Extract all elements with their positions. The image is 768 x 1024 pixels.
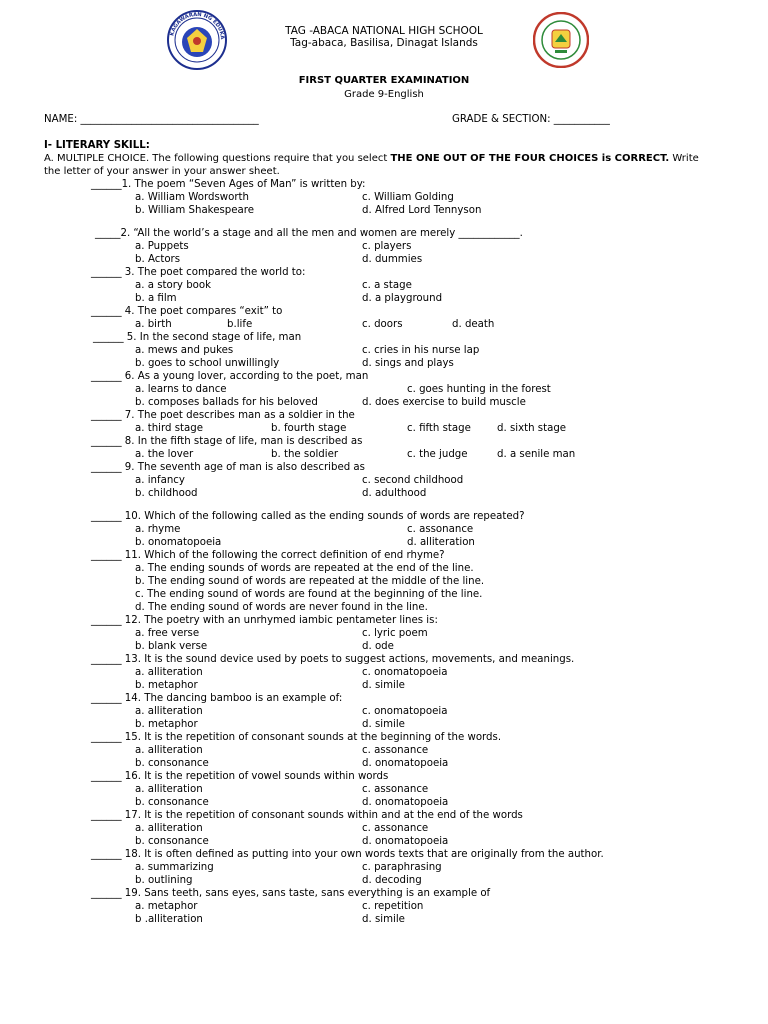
question-2: _____2. “All the world’s a stage and all the men and women are merely ____________.	[95, 228, 523, 239]
question-19: ______ 19. Sans teeth, sans eyes, sans taste, sans everything is an example of	[91, 888, 491, 899]
q17-option-a: a. alliteration	[135, 823, 203, 834]
q4-option-c: c. doors	[362, 319, 403, 330]
q11-option-a: a. The ending sounds of words are repeated at the end of the line.	[135, 563, 474, 574]
q14-option-d: d. simile	[362, 719, 405, 730]
q7-option-a: a. third stage	[135, 423, 203, 434]
question-17: ______ 17. It is the repetition of consonant sounds within and at the end of the words	[91, 810, 523, 821]
q7-option-d: d. sixth stage	[497, 423, 567, 434]
q5-option-b: b. goes to school unwillingly	[135, 358, 280, 369]
exam-title: FIRST QUARTER EXAMINATION	[298, 75, 470, 86]
question-1: ______1. The poem “Seven Ages of Man” is written by:	[91, 179, 366, 190]
q6-option-c: c. goes hunting in the forest	[407, 384, 551, 395]
q11-option-d: d. The ending sound of words are never found in the line.	[135, 602, 428, 613]
q10-option-d: d. alliteration	[407, 537, 475, 548]
name-field[interactable]: NAME: ___________________________________	[44, 114, 259, 125]
instructions-line-2: the letter of your answer in your answer sheet.	[44, 166, 280, 177]
q7-option-b: b. fourth stage	[271, 423, 347, 434]
q1-option-c: c. William Golding	[362, 192, 454, 203]
q11-option-c: c. The ending sound of words are found at the beginning of the line.	[135, 589, 483, 600]
q16-option-c: c. assonance	[362, 784, 429, 795]
q10-option-c: c. assonance	[407, 524, 474, 535]
q6-option-a: a. learns to dance	[135, 384, 227, 395]
q18-option-c: c. paraphrasing	[362, 862, 442, 873]
q8-option-d: d. a senile man	[497, 449, 576, 460]
q18-option-d: d. decoding	[362, 875, 422, 886]
school-address: Tag-abaca, Basilisa, Dinagat Islands	[290, 37, 478, 49]
q12-option-b: b. blank verse	[135, 641, 208, 652]
question-11: ______ 11. Which of the following the correct definition of end rhyme?	[91, 550, 445, 561]
q9-option-c: c. second childhood	[362, 475, 464, 486]
question-5: ______ 5. In the second stage of life, man	[93, 332, 302, 343]
q15-option-a: a. alliteration	[135, 745, 203, 756]
question-15: ______ 15. It is the repetition of consonant sounds at the beginning of the words.	[91, 732, 502, 743]
q9-option-a: a. infancy	[135, 475, 185, 486]
question-7: ______ 7. The poet describes man as a soldier in the	[91, 410, 355, 421]
q9-option-b: b. childhood	[135, 488, 198, 499]
q16-option-d: d. onomatopoeia	[362, 797, 449, 808]
q16-option-b: b. consonance	[135, 797, 209, 808]
q6-option-b: b. composes ballads for his beloved	[135, 397, 318, 408]
grade-label: Grade 9-English	[344, 89, 424, 100]
q10-option-a: a. rhyme	[135, 524, 181, 535]
q5-option-c: c. cries in his nurse lap	[362, 345, 480, 356]
q11-option-b: b. The ending sound of words are repeated at the middle of the line.	[135, 576, 485, 587]
q4-option-d: d. death	[452, 319, 495, 330]
q1-option-b: b. William Shakespeare	[135, 205, 255, 216]
q2-option-a: a. Puppets	[135, 241, 189, 252]
question-3: ______ 3. The poet compared the world to:	[91, 267, 306, 278]
q15-option-b: b. consonance	[135, 758, 209, 769]
q8-option-b: b. the soldier	[271, 449, 339, 460]
question-8: ______ 8. In the fifth stage of life, man is described as	[91, 436, 363, 447]
question-6: ______ 6. As a young lover, according to the poet, man	[91, 371, 369, 382]
q4-option-b: b.life	[227, 319, 253, 330]
section-title: I- LITERARY SKILL:	[44, 140, 150, 151]
q3-option-c: c. a stage	[362, 280, 412, 291]
question-18: ______ 18. It is often defined as putting into your own words texts that are originally from the author.	[91, 849, 604, 860]
q19-option-b: b .alliteration	[135, 914, 203, 925]
q8-option-c: c. the judge	[407, 449, 468, 460]
q4-option-a: a. birth	[135, 319, 172, 330]
q1-option-a: a. William Wordsworth	[135, 192, 249, 203]
svg-text:KAGAWARAN NG EDUKASYON: KAGAWARAN NG EDUKA	[169, 11, 226, 40]
question-4: ______ 4. The poet compares “exit” to	[91, 306, 283, 317]
q10-option-b: b. onomatopoeia	[135, 537, 222, 548]
q3-option-d: d. a playground	[362, 293, 443, 304]
q8-option-a: a. the lover	[135, 449, 194, 460]
q15-option-c: c. assonance	[362, 745, 429, 756]
q14-option-c: c. onomatopoeia	[362, 706, 448, 717]
q14-option-a: a. alliteration	[135, 706, 203, 717]
q17-option-d: d. onomatopoeia	[362, 836, 449, 847]
question-9: ______ 9. The seventh age of man is also described as	[91, 462, 365, 473]
q12-option-a: a. free verse	[135, 628, 200, 639]
q19-option-a: a. metaphor	[135, 901, 198, 912]
q16-option-a: a. alliteration	[135, 784, 203, 795]
question-10: ______ 10. Which of the following called as the ending sounds of words are repeated?	[91, 511, 525, 522]
q12-option-d: d. ode	[362, 641, 394, 652]
q13-option-b: b. metaphor	[135, 680, 198, 691]
q14-option-b: b. metaphor	[135, 719, 198, 730]
q12-option-c: c. lyric poem	[362, 628, 428, 639]
q9-option-d: d. adulthood	[362, 488, 427, 499]
q2-option-b: b. Actors	[135, 254, 181, 265]
q15-option-d: d. onomatopoeia	[362, 758, 449, 769]
q3-option-b: b. a film	[135, 293, 177, 304]
instructions-line-1: A. MULTIPLE CHOICE. The following questions require that you select THE ONE OUT OF THE FOUR CHOICES is CORRECT. Write	[44, 153, 699, 164]
question-16: ______ 16. It is the repetition of vowel sounds within words	[91, 771, 389, 782]
school-name: TAG -ABACA NATIONAL HIGH SCHOOL	[285, 25, 483, 37]
q6-option-d: d. does exercise to build muscle	[362, 397, 526, 408]
q19-option-c: c. repetition	[362, 901, 424, 912]
q5-option-a: a. mews and pukes	[135, 345, 234, 356]
q18-option-b: b. outlining	[135, 875, 193, 886]
q1-option-d: d. Alfred Lord Tennyson	[362, 205, 482, 216]
question-14: ______ 14. The dancing bamboo is an example of:	[91, 693, 343, 704]
question-13: ______ 13. It is the sound device used by poets to suggest actions, movements, and meanings.	[91, 654, 575, 665]
q13-option-c: c. onomatopoeia	[362, 667, 448, 678]
q17-option-c: c. assonance	[362, 823, 429, 834]
q19-option-d: d. simile	[362, 914, 405, 925]
q3-option-a: a. a story book	[135, 280, 212, 291]
q2-option-c: c. players	[362, 241, 412, 252]
q18-option-a: a. summarizing	[135, 862, 214, 873]
grade-section-field[interactable]: GRADE & SECTION: ___________	[452, 114, 610, 125]
q13-option-d: d. simile	[362, 680, 405, 691]
q13-option-a: a. alliteration	[135, 667, 203, 678]
q5-option-d: d. sings and plays	[362, 358, 454, 369]
q7-option-c: c. fifth stage	[407, 423, 471, 434]
q17-option-b: b. consonance	[135, 836, 209, 847]
q2-option-d: d. dummies	[362, 254, 423, 265]
question-12: ______ 12. The poetry with an unrhymed iambic pentameter lines is:	[91, 615, 438, 626]
